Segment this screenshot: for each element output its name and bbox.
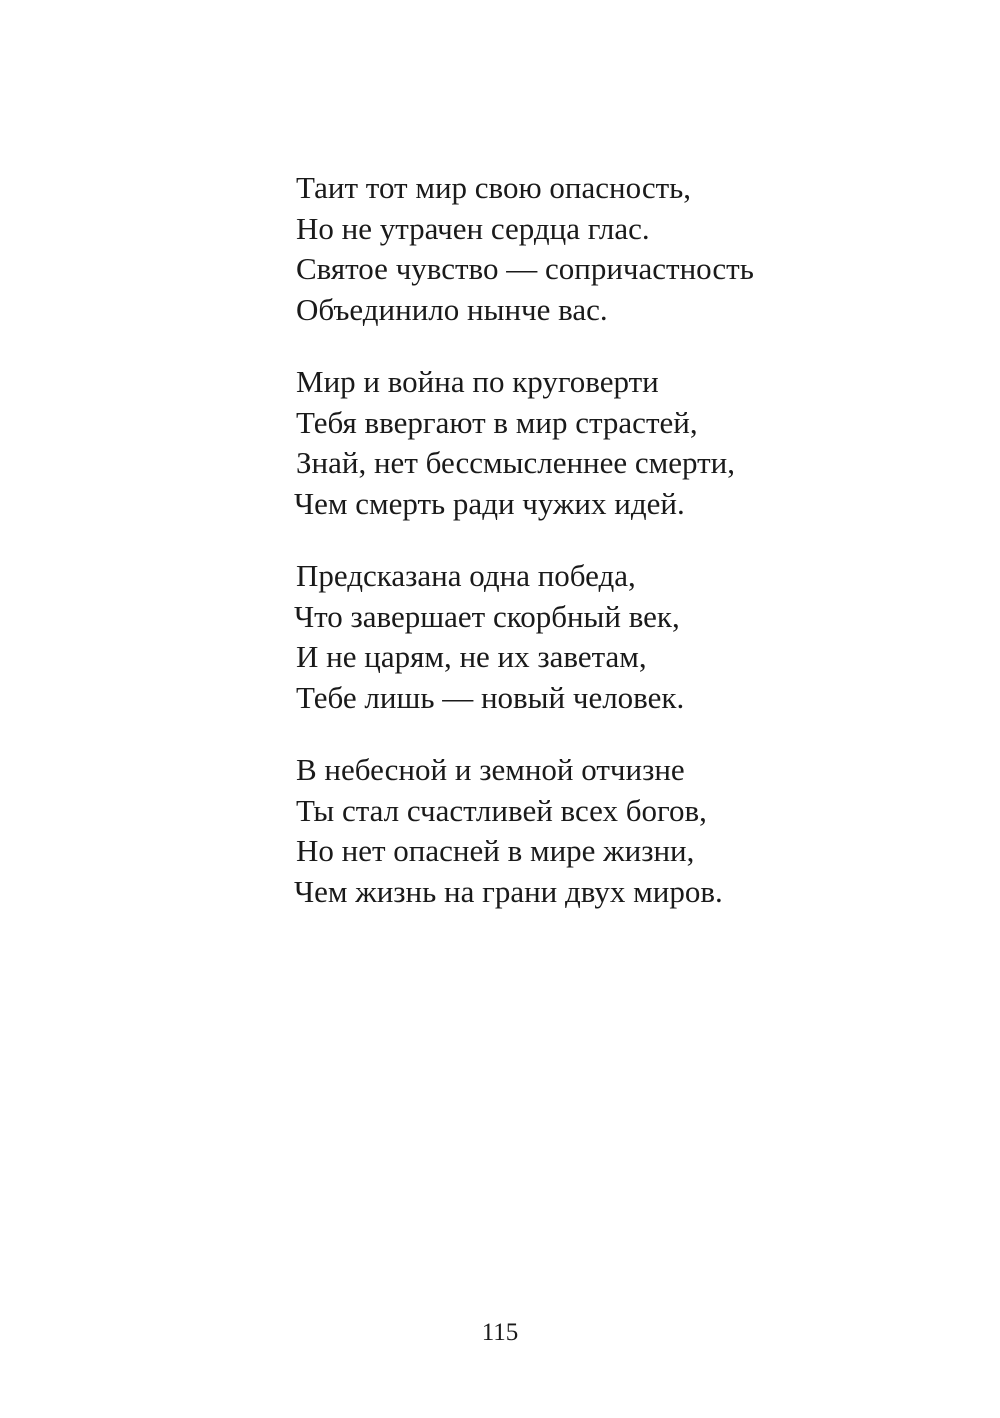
- poem-line: Ты стал счастливей всех богов,: [296, 792, 707, 828]
- poem-line: Чем жизнь на грани двух миров.: [294, 873, 723, 909]
- stanza: [296, 556, 856, 718]
- poem-line: Мир и война по круговерти: [296, 364, 659, 399]
- poem-line: И не царям, не их заветам,: [296, 639, 647, 674]
- poem-line: Предсказана одна победа,: [296, 558, 636, 593]
- poem-line: Объединило нынче вас.: [296, 291, 608, 327]
- poem-line: Святое чувство — сопричастность: [296, 251, 754, 286]
- poem-line: Таит тот мир свою опасность,: [296, 170, 692, 205]
- stanza: [296, 750, 856, 912]
- poem-line: Знай, нет бессмысленнее смерти,: [296, 445, 736, 480]
- poem-line: Но не утрачен сердца глас.: [296, 210, 650, 246]
- poem: [296, 168, 856, 944]
- page-number: 115: [481, 1319, 519, 1346]
- poem-line: Тебе лишь — новый человек.: [296, 679, 685, 715]
- poem-line: Тебя ввергают в мир страстей,: [296, 404, 698, 440]
- stanza: [296, 362, 856, 524]
- poem-line: В небесной и земной отчизне: [296, 752, 685, 787]
- poem-line: Но нет опасней в мире жизни,: [296, 833, 695, 868]
- stanza: [296, 168, 856, 330]
- poem-line: Что завершает скорбный век,: [294, 598, 680, 634]
- poem-line: Чем смерть ради чужих идей.: [294, 485, 685, 521]
